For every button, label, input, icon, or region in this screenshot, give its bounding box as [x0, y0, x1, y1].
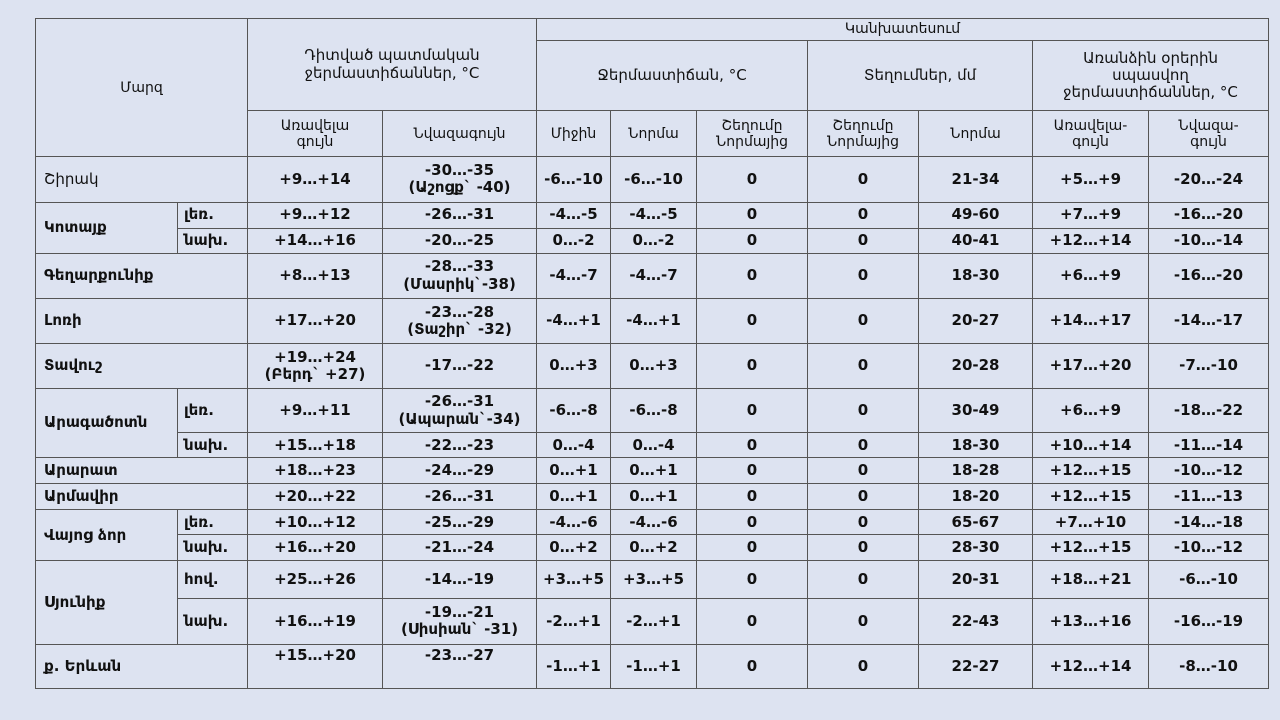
hist-min-cell: -22…-23: [383, 433, 537, 458]
subregion-name: նախ.: [178, 228, 248, 253]
hist-max-cell: +9…+12: [248, 202, 383, 228]
header-row-1: [36, 19, 1269, 41]
subregion-name: լեռ.: [178, 202, 248, 228]
norm-precip-cell: 28-30: [919, 535, 1033, 561]
avg-cell: -6…-8: [537, 389, 611, 433]
extreme-min-header: Նվազա- գույն: [1149, 111, 1269, 157]
region-name: Տավուշ: [36, 343, 248, 388]
hist-min-cell: -17…-22: [383, 343, 537, 388]
dev-precip-cell: 0: [808, 644, 919, 688]
dev-precip-cell: 0: [808, 433, 919, 458]
extreme-max-header: Առավելա- գույն: [1033, 111, 1149, 157]
norm-precip-cell: 49-60: [919, 202, 1033, 228]
ext-min-cell: -16…-19: [1149, 598, 1269, 644]
ext-max-cell: +5…+9: [1033, 157, 1149, 202]
ext-max-cell: +12…+14: [1033, 644, 1149, 688]
dev-precip-cell: 0: [808, 298, 919, 343]
avg-cell: -4…-6: [537, 510, 611, 535]
table-row: [36, 598, 1269, 644]
climate-forecast-table-container: [35, 18, 1268, 689]
dev-precip-cell: 0: [808, 253, 919, 298]
precipitation-header: Տեղումներ, մմ: [808, 41, 1033, 111]
ext-max-cell: +12…+14: [1033, 228, 1149, 253]
norm-cell: 0…-2: [611, 228, 697, 253]
region-name: Արագածոտն: [36, 389, 178, 458]
hist-min-cell: -26…-31: [383, 202, 537, 228]
norm-precip-cell: 18-30: [919, 433, 1033, 458]
table-row: [36, 157, 1269, 202]
ext-min-cell: -14…-18: [1149, 510, 1269, 535]
ext-max-cell: +6…+9: [1033, 253, 1149, 298]
ext-min-cell: -11…-14: [1149, 433, 1269, 458]
ext-max-cell: +6…+9: [1033, 389, 1149, 433]
hist-max-cell: +8…+13: [248, 253, 383, 298]
hist-max-cell: +10…+12: [248, 510, 383, 535]
ext-min-cell: -18…-22: [1149, 389, 1269, 433]
norm-cell: -4…-7: [611, 253, 697, 298]
hist-max-cell: +15…+20: [248, 644, 383, 688]
region-name: Գեղարքունիք: [36, 253, 248, 298]
ext-min-cell: -10…-12: [1149, 535, 1269, 561]
region-name: Կոտայք: [36, 202, 178, 253]
norm-cell: -4…-6: [611, 510, 697, 535]
norm-cell: -6…-8: [611, 389, 697, 433]
hist-max-cell: +19…+24 (Բերդ` +27): [248, 343, 383, 388]
dev-temp-cell: 0: [697, 253, 808, 298]
ext-min-cell: -8…-10: [1149, 644, 1269, 688]
hist-min-cell: -14…-19: [383, 561, 537, 598]
hist-max-cell: +14…+16: [248, 228, 383, 253]
hist-max-cell: +17…+20: [248, 298, 383, 343]
avg-cell: 0…+3: [537, 343, 611, 388]
hist-min-cell: -23…-28 (Տաշիր` -32): [383, 298, 537, 343]
ext-max-cell: +12…+15: [1033, 484, 1149, 510]
hist-min-cell: -25…-29: [383, 510, 537, 535]
norm-precip-cell: 20-28: [919, 343, 1033, 388]
dev-temp-cell: 0: [697, 484, 808, 510]
ext-max-cell: +18…+21: [1033, 561, 1149, 598]
hist-min-cell: -26…-31 (Ապարան`-34): [383, 389, 537, 433]
table-row: [36, 433, 1269, 458]
dev-precip-cell: 0: [808, 343, 919, 388]
norm-precip-cell: 20-31: [919, 561, 1033, 598]
hist-min-cell: -24…-29: [383, 458, 537, 484]
avg-cell: -6…-10: [537, 157, 611, 202]
deviation-precip-header: Շեղումը Նորմայից: [808, 111, 919, 157]
region-header: Մարզ: [36, 19, 248, 157]
region-name: ք. Երևան: [36, 644, 248, 688]
ext-max-cell: +13…+16: [1033, 598, 1149, 644]
hist-max-cell: +9…+11: [248, 389, 383, 433]
ext-max-cell: +14…+17: [1033, 298, 1149, 343]
norm-cell: 0…+2: [611, 535, 697, 561]
avg-cell: +3…+5: [537, 561, 611, 598]
ext-max-cell: +12…+15: [1033, 458, 1149, 484]
dev-temp-cell: 0: [697, 157, 808, 202]
norm-precip-cell: 21-34: [919, 157, 1033, 202]
norm-cell: 0…+1: [611, 484, 697, 510]
dev-temp-cell: 0: [697, 644, 808, 688]
dev-precip-cell: 0: [808, 202, 919, 228]
dev-precip-cell: 0: [808, 535, 919, 561]
avg-cell: -4…-5: [537, 202, 611, 228]
table-row: [36, 510, 1269, 535]
norm-cell: 0…+3: [611, 343, 697, 388]
climate-forecast-table: [35, 18, 1269, 689]
region-name: Արարատ: [36, 458, 248, 484]
norm-cell: -4…-5: [611, 202, 697, 228]
avg-cell: -4…+1: [537, 298, 611, 343]
hist-max-cell: +16…+20: [248, 535, 383, 561]
ext-min-cell: -14…-17: [1149, 298, 1269, 343]
extreme-temperatures-header: Առանձին օրերին սպասվող ջերմաստիճաններ, °C: [1033, 41, 1269, 111]
hist-max-cell: +15…+18: [248, 433, 383, 458]
dev-precip-cell: 0: [808, 510, 919, 535]
hist-min-cell: -30…-35 (Աշոցք` -40): [383, 157, 537, 202]
norm-precip-cell: 65-67: [919, 510, 1033, 535]
table-row: [36, 253, 1269, 298]
ext-min-cell: -20…-24: [1149, 157, 1269, 202]
subregion-name: նախ.: [178, 535, 248, 561]
hist-max-cell: +25…+26: [248, 561, 383, 598]
table-row: [36, 535, 1269, 561]
dev-temp-cell: 0: [697, 298, 808, 343]
norm-precip-cell: 22-27: [919, 644, 1033, 688]
dev-temp-cell: 0: [697, 228, 808, 253]
norm-precip-cell: 18-30: [919, 253, 1033, 298]
norm-precip-cell: 22-43: [919, 598, 1033, 644]
ext-max-cell: +10…+14: [1033, 433, 1149, 458]
ext-max-cell: +17…+20: [1033, 343, 1149, 388]
dev-precip-cell: 0: [808, 561, 919, 598]
norm-precip-header: Նորմա: [919, 111, 1033, 157]
hist-min-header: Նվազագույն: [383, 111, 537, 157]
dev-temp-cell: 0: [697, 510, 808, 535]
hist-max-cell: +20…+22: [248, 484, 383, 510]
norm-cell: 0…-4: [611, 433, 697, 458]
avg-cell: 0…+2: [537, 535, 611, 561]
ext-max-cell: +12…+15: [1033, 535, 1149, 561]
region-name: Սյունիք: [36, 561, 178, 644]
ext-min-cell: -10…-14: [1149, 228, 1269, 253]
norm-cell: -6…-10: [611, 157, 697, 202]
norm-precip-cell: 18-28: [919, 458, 1033, 484]
norm-cell: -1…+1: [611, 644, 697, 688]
hist-min-cell: -23…-27: [383, 644, 537, 688]
historical-header: Դիտված պատմական ջերմաստիճաններ, °C: [248, 19, 537, 111]
table-row: [36, 389, 1269, 433]
hist-max-header: Առավելա գույն: [248, 111, 383, 157]
table-row: [36, 458, 1269, 484]
dev-precip-cell: 0: [808, 389, 919, 433]
ext-min-cell: -16…-20: [1149, 202, 1269, 228]
table-row: [36, 298, 1269, 343]
temperature-header: Ջերմաստիճան, °C: [537, 41, 808, 111]
avg-cell: 0…+1: [537, 458, 611, 484]
dev-precip-cell: 0: [808, 598, 919, 644]
table-row: [36, 484, 1269, 510]
ext-min-cell: -6…-10: [1149, 561, 1269, 598]
table-row: [36, 561, 1269, 598]
avg-cell: -4…-7: [537, 253, 611, 298]
ext-min-cell: -11…-13: [1149, 484, 1269, 510]
dev-temp-cell: 0: [697, 389, 808, 433]
norm-cell: 0…+1: [611, 458, 697, 484]
hist-min-cell: -28…-33 (Մասրիկ`-38): [383, 253, 537, 298]
dev-temp-cell: 0: [697, 598, 808, 644]
table-row: [36, 202, 1269, 228]
norm-cell: +3…+5: [611, 561, 697, 598]
ext-max-cell: +7…+9: [1033, 202, 1149, 228]
dev-temp-cell: 0: [697, 433, 808, 458]
norm-cell: -2…+1: [611, 598, 697, 644]
dev-temp-cell: 0: [697, 561, 808, 598]
norm-cell: -4…+1: [611, 298, 697, 343]
norm-precip-cell: 18-20: [919, 484, 1033, 510]
table-row: [36, 343, 1269, 388]
subregion-name: լեռ.: [178, 389, 248, 433]
ext-max-cell: +7…+10: [1033, 510, 1149, 535]
ext-min-cell: -7…-10: [1149, 343, 1269, 388]
norm-precip-cell: 30-49: [919, 389, 1033, 433]
avg-cell: -1…+1: [537, 644, 611, 688]
dev-temp-cell: 0: [697, 458, 808, 484]
hist-max-cell: +9…+14: [248, 157, 383, 202]
hist-max-cell: +16…+19: [248, 598, 383, 644]
table-row: [36, 644, 1269, 688]
norm-temp-header: Նորմա: [611, 111, 697, 157]
hist-min-cell: -19…-21 (Սիսիան` -31): [383, 598, 537, 644]
avg-cell: 0…-2: [537, 228, 611, 253]
hist-max-cell: +18…+23: [248, 458, 383, 484]
region-name: Արմավիր: [36, 484, 248, 510]
norm-precip-cell: 40-41: [919, 228, 1033, 253]
ext-min-cell: -16…-20: [1149, 253, 1269, 298]
table-row: [36, 228, 1269, 253]
forecast-header: Կանխատեսում: [537, 19, 1269, 41]
avg-header: Միջին: [537, 111, 611, 157]
subregion-name: նախ.: [178, 598, 248, 644]
dev-precip-cell: 0: [808, 484, 919, 510]
dev-precip-cell: 0: [808, 157, 919, 202]
dev-temp-cell: 0: [697, 535, 808, 561]
region-name: Լոռի: [36, 298, 248, 343]
avg-cell: 0…+1: [537, 484, 611, 510]
subregion-name: նախ.: [178, 433, 248, 458]
dev-precip-cell: 0: [808, 458, 919, 484]
deviation-temp-header: Շեղումը Նորմայից: [697, 111, 808, 157]
dev-temp-cell: 0: [697, 202, 808, 228]
avg-cell: 0…-4: [537, 433, 611, 458]
ext-min-cell: -10…-12: [1149, 458, 1269, 484]
hist-min-cell: -26…-31: [383, 484, 537, 510]
subregion-name: հով.: [178, 561, 248, 598]
avg-cell: -2…+1: [537, 598, 611, 644]
norm-precip-cell: 20-27: [919, 298, 1033, 343]
hist-min-cell: -21…-24: [383, 535, 537, 561]
hist-min-cell: -20…-25: [383, 228, 537, 253]
dev-precip-cell: 0: [808, 228, 919, 253]
region-name: Շիրակ: [36, 157, 248, 202]
subregion-name: լեռ.: [178, 510, 248, 535]
region-name: Վայոց ձոր: [36, 510, 178, 561]
dev-temp-cell: 0: [697, 343, 808, 388]
